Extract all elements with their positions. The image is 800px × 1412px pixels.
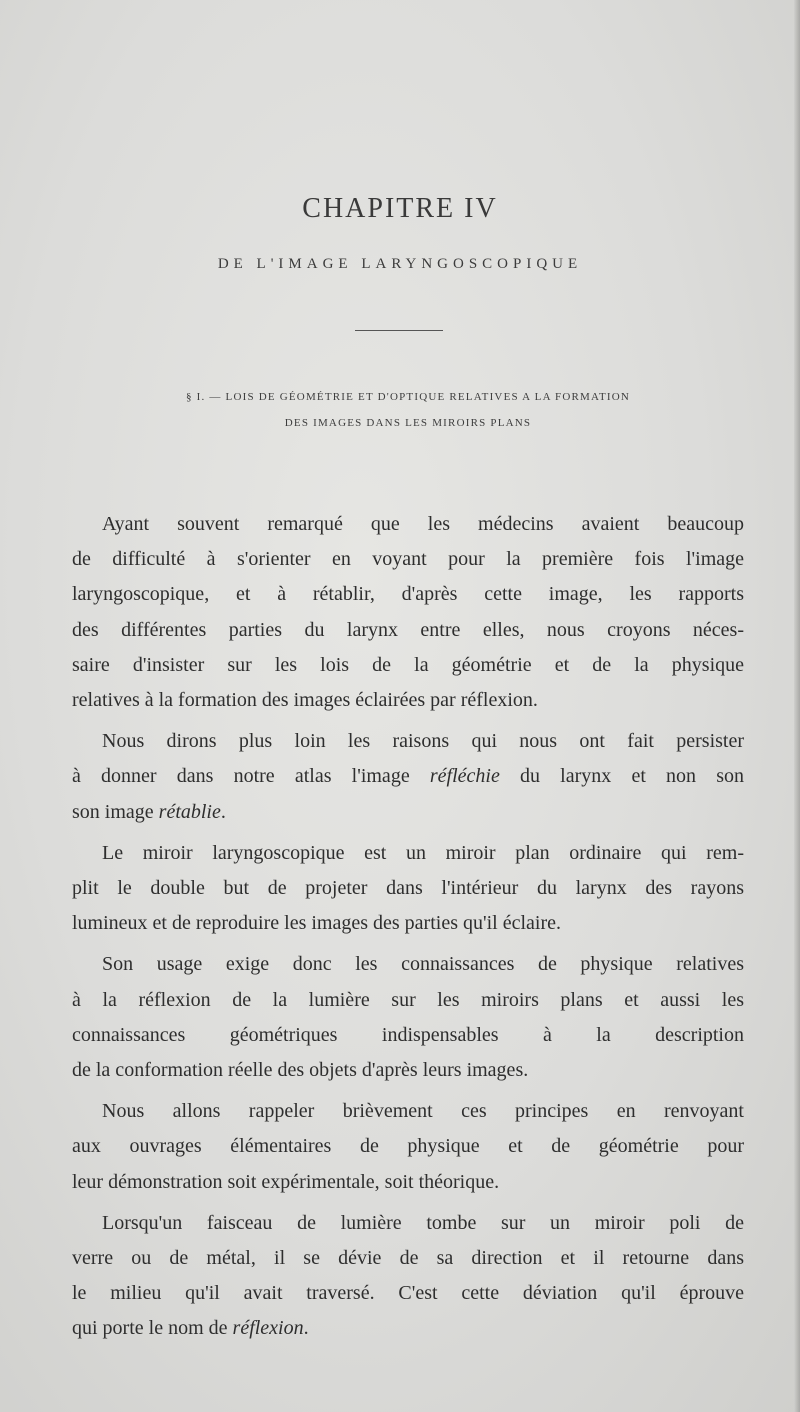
text-line: Le miroir laryngoscopique est un miroir plan ordinaire qui rem- xyxy=(102,841,744,864)
text-line: Son usage exige donc les connaissances de physique relatives xyxy=(102,953,744,976)
text-line: Ayant souvent remarqué que les médecins avaient beaucoup xyxy=(102,513,744,535)
text-line: saire d'insister sur les lois de la géométrie et de la physique xyxy=(72,653,744,676)
paragraph-4 xyxy=(72,947,744,1088)
section-heading-line-2: DES IMAGES DANS LES MIROIRS PLANS xyxy=(284,417,532,429)
text-line: des différentes parties du larynx entre elles, nous croyons néces- xyxy=(72,618,744,641)
paragraph-3 xyxy=(72,836,744,942)
paragraph-2 xyxy=(72,724,744,830)
text-segment: . xyxy=(303,1317,309,1340)
text-line: Lorsqu'un faisceau de lumière tombe sur un miroir poli de xyxy=(102,1211,744,1234)
text-line: à la réflexion de la lumière sur les miroirs plans et aussi les xyxy=(72,988,744,1011)
text-line: Nous dirons plus loin les raisons qui nous ont fait persister xyxy=(102,730,744,753)
text-line: plit le double but de projeter dans l'intérieur du larynx des rayons xyxy=(72,877,744,900)
text-line: aux ouvrages élémentaires de physique et de géométrie pour xyxy=(72,1135,744,1158)
section-heading-line-1: § I. — LOIS DE GÉOMÉTRIE ET D'OPTIQUE RELATIVES A LA FORMATION xyxy=(185,391,631,403)
text-line xyxy=(72,795,744,830)
chapter-subtitle: DE L'IMAGE LARYNGOSCOPIQUE xyxy=(217,256,583,272)
chapter-title: CHAPITRE IV xyxy=(302,193,498,224)
text-line xyxy=(72,759,744,794)
text-segment: qui porte le nom de xyxy=(72,1317,233,1340)
text-segment: à donner dans notre atlas l'image xyxy=(72,765,430,788)
text-line: relatives à la formation des images éclairées par réflexion. xyxy=(72,689,538,712)
text-line: de la conformation réelle des objets d'après leurs images. xyxy=(72,1059,529,1082)
text-line: connaissances géométriques indispensables à la description xyxy=(72,1023,744,1046)
text-segment: . xyxy=(220,800,226,823)
section-divider xyxy=(355,330,443,331)
section-heading xyxy=(88,384,728,436)
italic-term-reflechie: réfléchie xyxy=(429,765,500,788)
paragraph-6 xyxy=(72,1206,744,1347)
text-segment: du larynx et non son xyxy=(499,765,744,788)
text-line xyxy=(72,1311,744,1346)
text-line: laryngoscopique, et à rétablir, d'après cette image, les rapports xyxy=(72,583,744,606)
text-line: lumineux et de reproduire les images des parties qu'il éclaire. xyxy=(72,912,561,935)
text-line: leur démonstration soit expérimentale, soit théorique. xyxy=(72,1170,500,1193)
text-line: de difficulté à s'orienter en voyant pour la première fois l'image xyxy=(72,548,744,571)
text-line: verre ou de métal, il se dévie de sa direction et il retourne dans xyxy=(72,1247,744,1270)
paragraph-5 xyxy=(72,1094,744,1200)
text-line: Nous allons rappeler brièvement ces principes en renvoyant xyxy=(102,1100,744,1123)
text-line: le milieu qu'il avait traversé. C'est cette déviation qu'il éprouve xyxy=(72,1282,744,1305)
italic-term-retablie: rétablie xyxy=(158,800,221,823)
body-text xyxy=(72,507,744,1353)
paragraph-1 xyxy=(72,507,744,718)
italic-term-reflexion: réflexion xyxy=(232,1317,304,1340)
text-segment: son image xyxy=(72,800,159,823)
